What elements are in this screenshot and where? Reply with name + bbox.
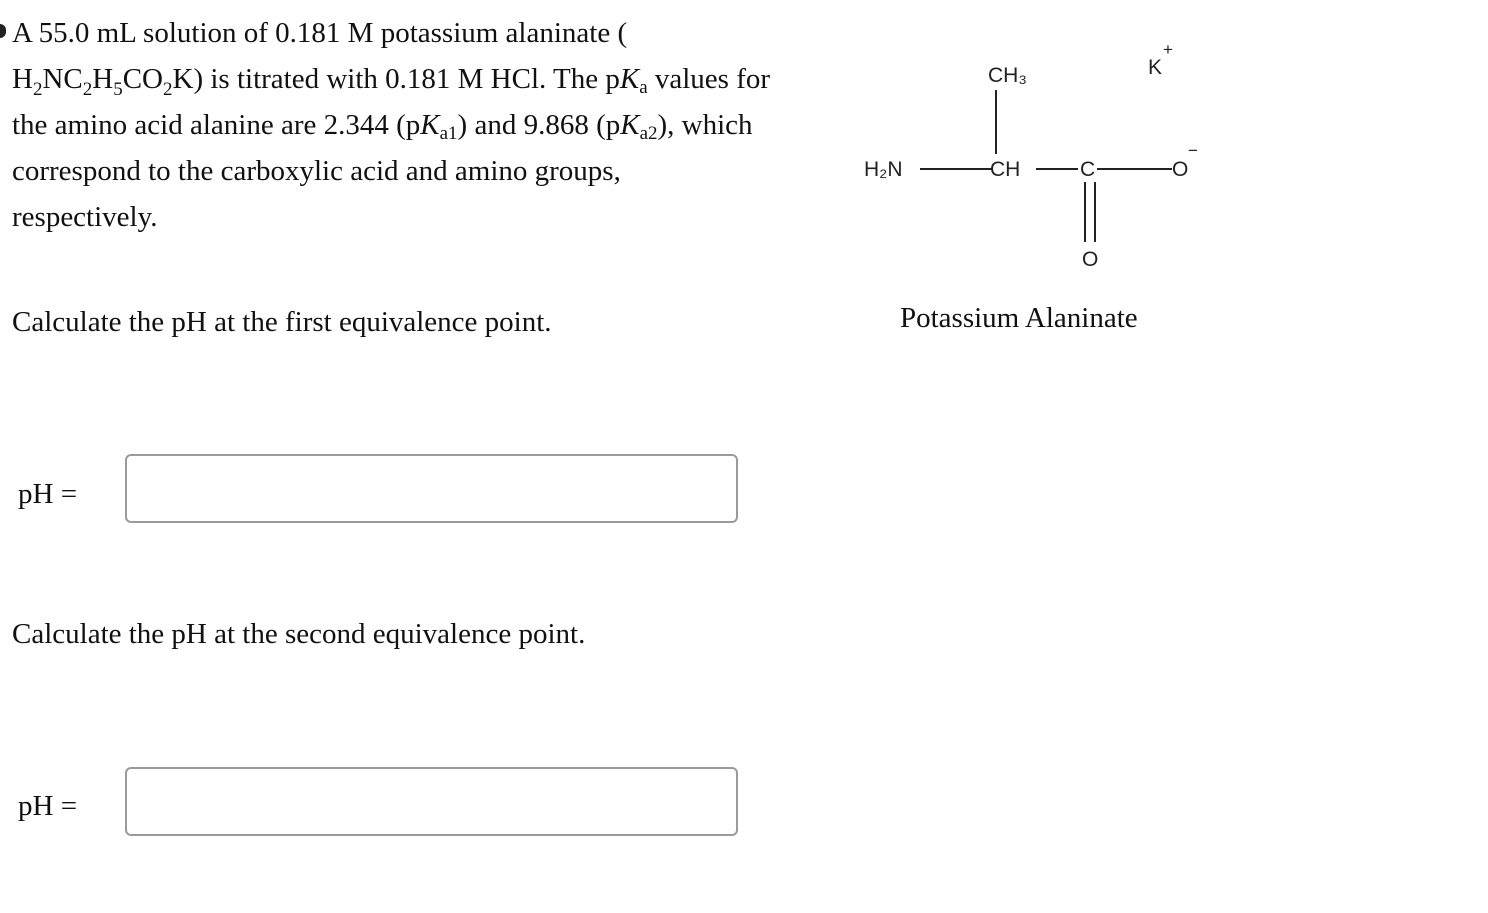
oxygen-minus-label: O <box>1172 158 1189 181</box>
formula-sub: 2 <box>82 79 93 100</box>
carbon-label: C <box>1080 158 1096 181</box>
ch3-label: CH₃ <box>988 64 1027 87</box>
potassium-label: K <box>1148 56 1163 79</box>
formula-h: H <box>92 63 114 95</box>
first-equivalence-prompt: Calculate the pH at the first equivalence point. <box>12 306 552 338</box>
question-text-part: ), which correspond to the carboxylic acid and amino groups, respectively. <box>12 109 753 233</box>
question-text-part: ) and 9.868 (p <box>457 109 621 141</box>
ka1-subscript: a1 <box>439 123 458 144</box>
potassium-charge: + <box>1163 40 1173 59</box>
potassium-alaninate-structure <box>850 30 1230 280</box>
formula-co: CO <box>122 63 163 95</box>
formula-sub: 2 <box>163 79 173 100</box>
question-text <box>12 10 772 240</box>
question-intro: A 55.0 mL solution of 0.181 M potassium alaninate ( <box>12 17 628 49</box>
ka2-subscript: a2 <box>639 123 658 144</box>
ka2-symbol: K <box>620 109 640 141</box>
ka-symbol: K <box>619 63 640 95</box>
ph-input-first[interactable] <box>125 454 738 523</box>
formula-h: H <box>12 63 33 95</box>
ph-input-second[interactable] <box>125 767 738 836</box>
formula-sub: 2 <box>32 79 43 100</box>
amine-label: H₂N <box>864 158 903 181</box>
ka1-symbol: K <box>420 109 440 141</box>
formula-k: K) <box>172 63 204 95</box>
ch-label: CH <box>990 158 1021 181</box>
structure-caption: Potassium Alaninate <box>900 302 1138 334</box>
formula-sub: 5 <box>113 79 123 100</box>
ka-subscript: a <box>639 77 648 98</box>
carbonyl-oxygen-label: O <box>1082 248 1099 271</box>
formula-nc: NC <box>42 63 83 95</box>
oxygen-charge: − <box>1188 141 1198 160</box>
question-text-part: values for the amino acid alanine are 2.344 (p <box>12 63 771 141</box>
question-text-part: is titrated with 0.181 M HCl. The p <box>203 63 620 95</box>
left-edge-marker <box>0 24 6 38</box>
ph-label-second: pH = <box>18 790 78 822</box>
ph-label-first: pH = <box>18 478 78 510</box>
second-equivalence-prompt: Calculate the pH at the second equivalence point. <box>12 618 586 650</box>
